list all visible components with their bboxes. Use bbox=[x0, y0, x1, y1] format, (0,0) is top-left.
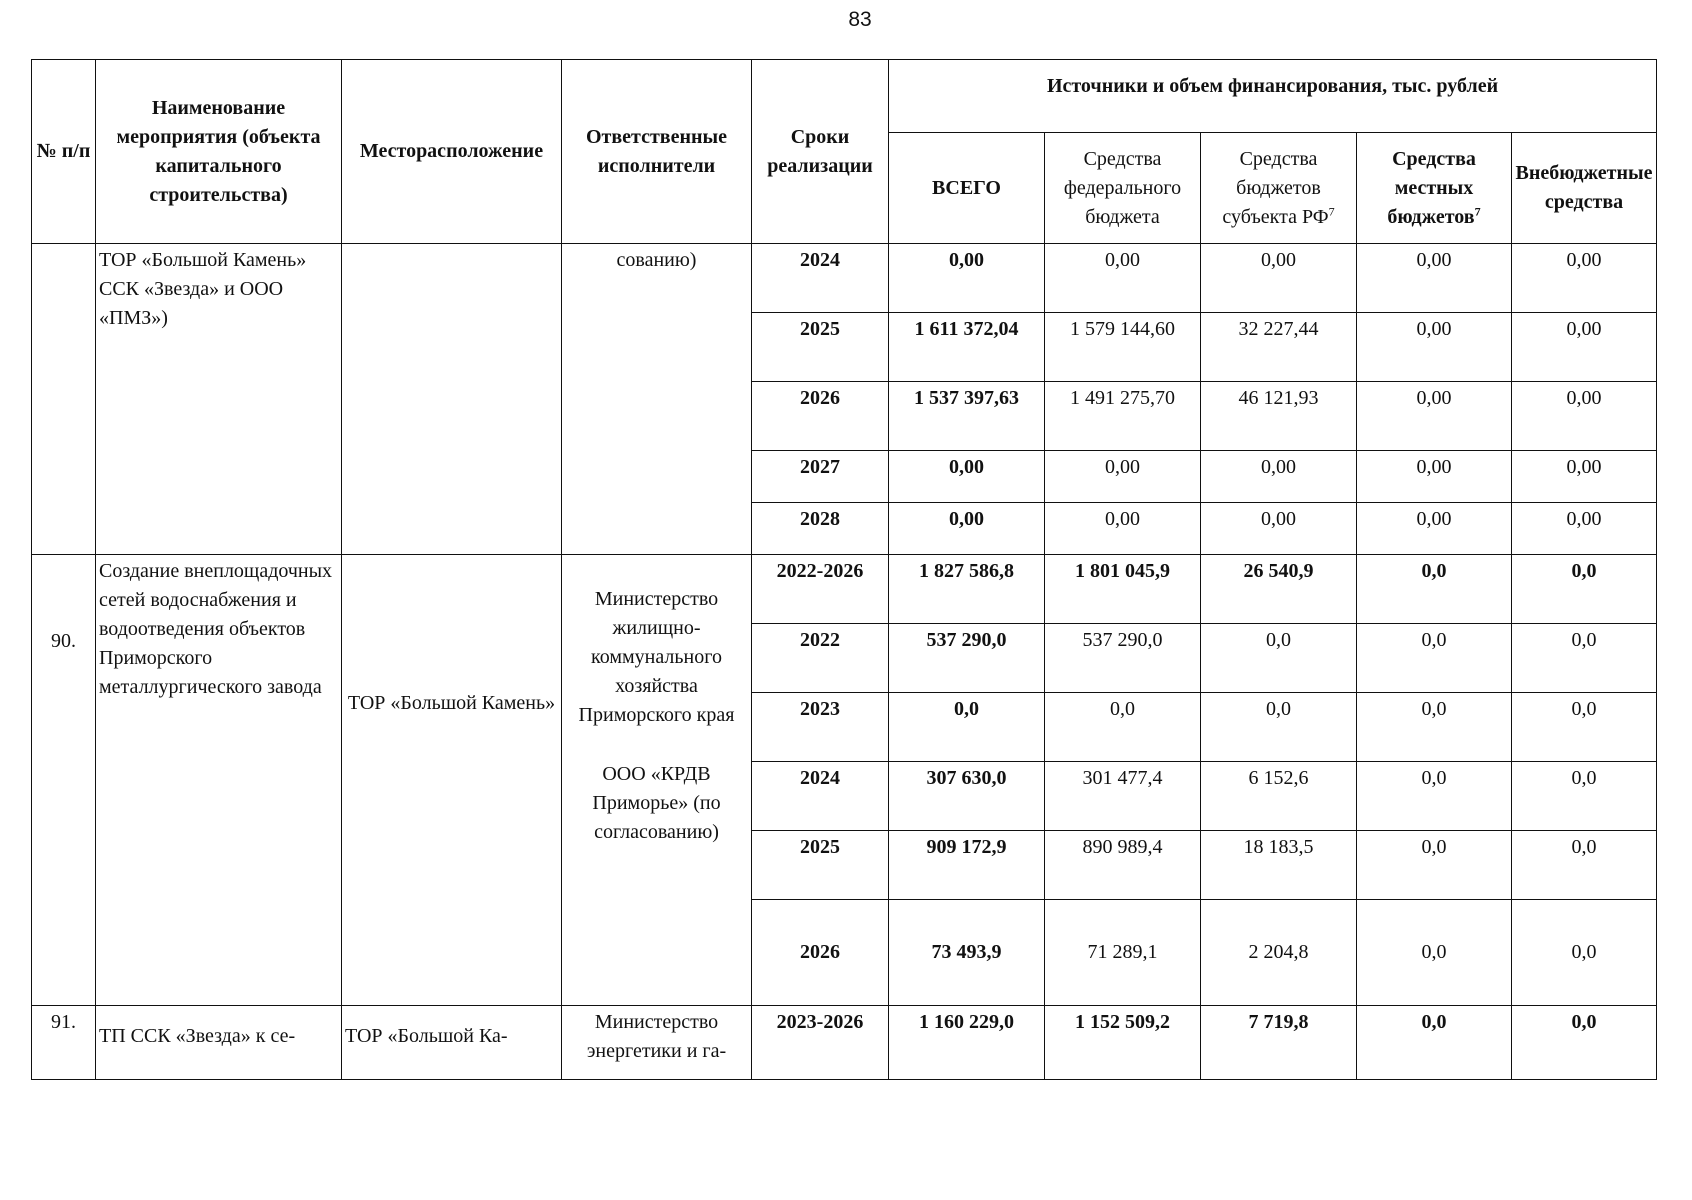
cell-local: 0,0 bbox=[1357, 762, 1512, 831]
cell-local: 0,0 bbox=[1357, 831, 1512, 900]
cell-total: 0,0 bbox=[889, 693, 1045, 762]
cell-year: 2023-2026 bbox=[752, 1006, 889, 1080]
header-location: Месторасположение bbox=[342, 60, 562, 244]
cell-year: 2026 bbox=[752, 900, 889, 1006]
cell-extra: 0,00 bbox=[1512, 244, 1657, 313]
cell-total: 73 493,9 bbox=[889, 900, 1045, 1006]
header-regional: Средства бюджетов субъекта $РФ^7$ bbox=[1201, 133, 1357, 244]
cell-regional: 46 121,93 bbox=[1201, 382, 1357, 451]
row-executors bbox=[562, 555, 752, 1006]
cell-regional: 0,0 bbox=[1201, 693, 1357, 762]
header-terms: Сроки реализации bbox=[752, 60, 889, 244]
cell-federal: 1 152 509,2 bbox=[1045, 1006, 1201, 1080]
row-name: ТП ССК «Звезда» к се- bbox=[96, 1006, 342, 1080]
cell-regional: 0,0 bbox=[1201, 624, 1357, 693]
cell-extra: 0,00 bbox=[1512, 313, 1657, 382]
header-num: № п/п bbox=[32, 60, 96, 244]
cell-total: 1 537 397,63 bbox=[889, 382, 1045, 451]
cell-total: 537 290,0 bbox=[889, 624, 1045, 693]
row-num: 90. bbox=[32, 555, 96, 1006]
row-name: ТОР «Большой Камень» ССК «Звезда» и ООО «ПМЗ») bbox=[96, 244, 342, 555]
cell-local: 0,00 bbox=[1357, 382, 1512, 451]
cell-regional: 32 227,44 bbox=[1201, 313, 1357, 382]
executor-ministry: Министерство жилищно-коммунального хозяйства Приморского края bbox=[578, 588, 735, 726]
cell-federal: 0,00 bbox=[1045, 244, 1201, 313]
cell-federal: 0,0 bbox=[1045, 693, 1201, 762]
row-location bbox=[342, 244, 562, 555]
cell-regional: 6 152,6 bbox=[1201, 762, 1357, 831]
cell-total: 909 172,9 bbox=[889, 831, 1045, 900]
cell-local: 0,0 bbox=[1357, 1006, 1512, 1080]
cell-regional: 2 204,8 bbox=[1201, 900, 1357, 1006]
header-federal: Средства федерального бюджета bbox=[1045, 133, 1201, 244]
cell-year: 2025 bbox=[752, 831, 889, 900]
cell-year: 2022 bbox=[752, 624, 889, 693]
cell-local: 0,0 bbox=[1357, 555, 1512, 624]
cell-federal: 1 579 144,60 bbox=[1045, 313, 1201, 382]
cell-federal: 71 289,1 bbox=[1045, 900, 1201, 1006]
header-local: Средства местных бюджетов$^7$ bbox=[1357, 133, 1512, 244]
cell-total: 1 160 229,0 bbox=[889, 1006, 1045, 1080]
cell-local: 0,0 bbox=[1357, 900, 1512, 1006]
cell-year: 2027 bbox=[752, 451, 889, 503]
executor-krdv: ООО «КРДВ Приморье» (по согласованию) bbox=[592, 763, 721, 843]
cell-year: 2025 bbox=[752, 313, 889, 382]
cell-extra: 0,00 bbox=[1512, 503, 1657, 555]
cell-federal: 890 989,4 bbox=[1045, 831, 1201, 900]
cell-year: 2024 bbox=[752, 762, 889, 831]
header-executors: Ответственные исполнители bbox=[562, 60, 752, 244]
row-num: 91. bbox=[32, 1006, 96, 1080]
row-executors: Министерство энергетики и га- bbox=[562, 1006, 752, 1080]
cell-federal: 0,00 bbox=[1045, 451, 1201, 503]
cell-extra: 0,0 bbox=[1512, 762, 1657, 831]
table-row bbox=[32, 555, 1657, 624]
cell-federal: 1 801 045,9 bbox=[1045, 555, 1201, 624]
cell-extra: 0,0 bbox=[1512, 555, 1657, 624]
cell-federal: 301 477,4 bbox=[1045, 762, 1201, 831]
cell-total: 1 827 586,8 bbox=[889, 555, 1045, 624]
cell-total: 0,00 bbox=[889, 503, 1045, 555]
cell-regional: 18 183,5 bbox=[1201, 831, 1357, 900]
cell-local: 0,00 bbox=[1357, 313, 1512, 382]
cell-local: 0,0 bbox=[1357, 693, 1512, 762]
cell-regional: 26 540,9 bbox=[1201, 555, 1357, 624]
cell-local: 0,00 bbox=[1357, 451, 1512, 503]
cell-year: 2023 bbox=[752, 693, 889, 762]
cell-local: 0,0 bbox=[1357, 624, 1512, 693]
cell-total: 307 630,0 bbox=[889, 762, 1045, 831]
cell-extra: 0,0 bbox=[1512, 624, 1657, 693]
cell-federal: 1 491 275,70 bbox=[1045, 382, 1201, 451]
header-sources: Источники и объем финансирования, тыс. рублей bbox=[889, 60, 1657, 133]
row-name: Создание внеплощадочных сетей водоснабжения и водоотведения объектов Приморского металлургического завода bbox=[96, 555, 342, 1006]
cell-extra: 0,0 bbox=[1512, 693, 1657, 762]
header-extra: Внебюджетные средства bbox=[1512, 133, 1657, 244]
row-executors: сованию) bbox=[562, 244, 752, 555]
cell-federal: 537 290,0 bbox=[1045, 624, 1201, 693]
header-total: ВСЕГО bbox=[889, 133, 1045, 244]
cell-extra: 0,0 bbox=[1512, 900, 1657, 1006]
table-row bbox=[32, 1006, 1657, 1080]
cell-year: 2024 bbox=[752, 244, 889, 313]
row-location: ТОР «Большой Ка- bbox=[342, 1006, 562, 1080]
cell-regional: 7 719,8 bbox=[1201, 1006, 1357, 1080]
table-row bbox=[32, 244, 1657, 313]
cell-extra: 0,0 bbox=[1512, 831, 1657, 900]
cell-local: 0,00 bbox=[1357, 503, 1512, 555]
cell-total: 0,00 bbox=[889, 244, 1045, 313]
cell-year: 2028 bbox=[752, 503, 889, 555]
cell-regional: 0,00 bbox=[1201, 503, 1357, 555]
cell-total: 0,00 bbox=[889, 451, 1045, 503]
cell-regional: 0,00 bbox=[1201, 451, 1357, 503]
row-num bbox=[32, 244, 96, 555]
row-location: ТОР «Большой Камень» bbox=[342, 555, 562, 1006]
cell-extra: 0,00 bbox=[1512, 382, 1657, 451]
header-name: Наименование мероприятия (объекта капитального строительства) bbox=[96, 60, 342, 244]
cell-local: 0,00 bbox=[1357, 244, 1512, 313]
cell-year: 2026 bbox=[752, 382, 889, 451]
cell-extra: 0,0 bbox=[1512, 1006, 1657, 1080]
cell-extra: 0,00 bbox=[1512, 451, 1657, 503]
cell-total: 1 611 372,04 bbox=[889, 313, 1045, 382]
page-number: 83 bbox=[848, 8, 872, 31]
cell-federal: 0,00 bbox=[1045, 503, 1201, 555]
financing-table bbox=[31, 59, 1657, 1080]
cell-regional: 0,00 bbox=[1201, 244, 1357, 313]
cell-year: 2022-2026 bbox=[752, 555, 889, 624]
